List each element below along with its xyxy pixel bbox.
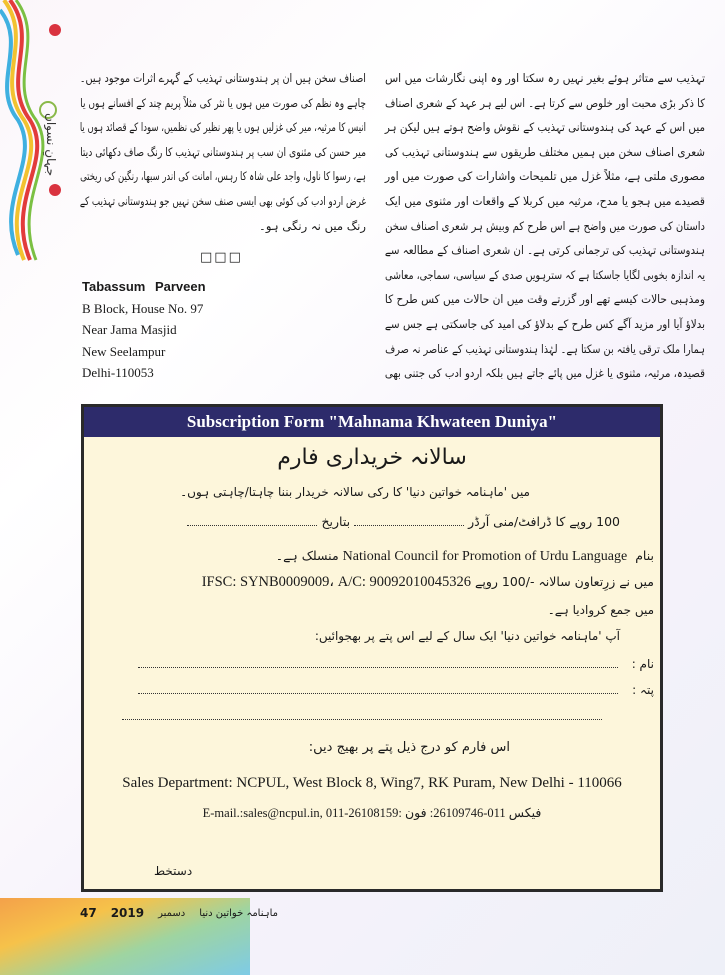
end-mark: □□□ [200,250,243,265]
bank-line [202,573,654,591]
draft-label: 100 روپے کا ڈرافٹ/منی آرڈر [468,514,620,529]
footer-month: دسمبر [158,907,186,919]
address-field[interactable] [138,692,618,694]
text-line: چاہے وہ نظم کی صورت میں ہوں یا نثر کی مثلاً پریم چند کے افسانے ہوں یا [80,95,367,110]
text-line: ہے، رسوا کا ناول، واجد علی شاہ کا رہس، امانت کی اندر سبھا، رنگین کی ریختی [80,169,366,184]
author-block [82,276,206,384]
section-label: جہانِ نسواں [44,113,58,177]
send-to: اس فارم کو درج ذیل پتے پر بھیج دیں: [308,740,510,755]
author-address-line: Delhi-110053 [82,365,154,380]
name-field[interactable] [138,666,618,668]
text-line: رنگ میں نہ رنگی ہو۔ [259,218,366,233]
draft-field[interactable] [354,524,464,526]
page-footer [0,898,279,975]
address-field-2[interactable] [122,718,602,720]
text-line: تہذیب سے متاثر ہوئے بغیر نہیں رہ سکتا اور وہ اپنی نگارشات میں اس [384,71,705,85]
name-label: نام : [631,657,654,671]
author-address-line: Near Jama Masjid [82,322,177,337]
date-field[interactable] [187,524,317,526]
payee-suffix: منسلک ہے۔ [275,548,339,563]
text-line: داستان کی صورت میں واضح ہے اس طرح کم وبیش ہر شعری اصناف سخن [385,218,705,233]
draft-line [187,513,620,531]
text-line: بدلاؤ آیا اور مزید آگے کس طرح کے بدلاؤ کی امید کی جاسکتی ہے جس سے [384,316,705,331]
author-name: Tabassum Parveen [82,279,206,294]
text-line: ہمارا ملک ترقی یافتہ بن سکتا ہے۔ لہٰذا ہندوستانی تہذیب کے عناصر نہ صرف [385,341,705,356]
deposited-text: میں جمع کروادیا ہے۔ [547,603,654,617]
address-label: پتہ : [632,683,654,697]
form-header: Subscription Form "Mahnama Khwateen Duniya" [84,407,660,437]
article-column-left [80,66,366,238]
author-address-line: B Block, House No. 97 [82,300,204,316]
text-line: مصوری ملتی ہے، مثلاً غزل میں تلمیحات واشارات کی صورت میں اور [384,169,705,184]
text-line: قصیدے میں ہجو یا مدح، مرثیہ میں کربلا کے واقعات اور مثنوی میں ایک [384,193,705,208]
form-intro: میں 'ماہنامہ خواتین دنیا' کا رکی سالانہ خریدار بننا چاہتا/چاہتی ہوں۔ [180,485,530,499]
payee-name: National Council for Promotion of Urdu Language [342,549,628,564]
address-row [90,681,654,699]
sales-address: Sales Department: NCPUL, West Block 8, Wing7, RK Puram, New Delhi - 110066 [122,775,622,791]
payee-line [276,547,654,566]
signature-label: دستخط [154,864,193,878]
subscription-form [81,404,663,892]
name-row [90,655,654,673]
address-row-2 [90,707,654,725]
text-line: یہ اندازہ بخوبی لگایا جاسکتا ہے کہ سترہویں صدی کے سیاسی، سماجی، معاشی [384,267,705,282]
footer-magazine: ماہنامہ خواتین دنیا [199,907,279,919]
footer-year: 2019 [110,906,145,920]
text-line: شعری اصناف سخن میں ہمیں مختلف طریقوں سے ہندوستانی تہذیب کی [384,144,705,159]
text-line: انیس کا مرثیہ، میر کی غزلیں ہوں یا پھر نظیر کی نظمیں، سودا کے قصائد ہوں یا [79,120,366,135]
page-number: 47 [80,906,97,920]
text-line: ومذہبی حالات کیسے تھے اور گزرتے وقت میں ان حالات میں کس طرح کا [384,292,705,307]
payee-prefix: بنام [635,548,654,563]
date-label: بتاریخ [321,514,351,529]
author-address-line: New Seelampur [82,343,166,359]
text-line: ہندوستانی تہذیب کی ترجمانی کرتی ہے۔ ان شعری اصناف کے مطالعہ سے [384,243,705,258]
form-title: سالانہ خریداری فارم [277,445,467,470]
send-request: آپ 'ماہنامہ خواتین دنیا' ایک سال کے لیے اس پتے پر بھجوائیں: [314,629,620,643]
contact-info: E-mail.:sales@ncpul.in, 011-26108159: فیکس 011-26109746: فون [202,806,542,820]
bank-urdu: میں نے زرِتعاون سالانہ -/100 روپے [475,574,654,589]
text-line: قصیدہ، مرثیہ، مثنوی یا غزل میں پائے جاتے ہیں بلکہ اردو ادب کی جتنی بھی [384,366,705,381]
text-line: غرض اردو ادب کی کوئی بھی ایسی صنف سخن نہیں جو ہندوستانی تہذیب کے [79,193,367,208]
bank-details: IFSC: SYNB0009009، A/C: 90092010045326 [201,574,472,590]
text-line: میر حسن کی مثنوی ان سب پر ہندوستانی تہذیب کا رنگ صاف دکھائی دیتا [80,144,367,159]
text-line: اصناف سخن ہیں ان پر ہندوستانی تہذیب کے گہرے اثرات موجود ہیں۔ [79,71,367,85]
text-line: کا ذکر بڑی محبت اور خلوص سے کرتا ہے۔ اس لیے ہر عہد کے شعری اصناف [385,95,705,110]
text-line: میں اس کے عہد کی ہندوستانی تہذیب کے نقوش واضح ہوتے ہیں لیکن ہر [384,120,705,135]
article-column-right [385,66,705,386]
